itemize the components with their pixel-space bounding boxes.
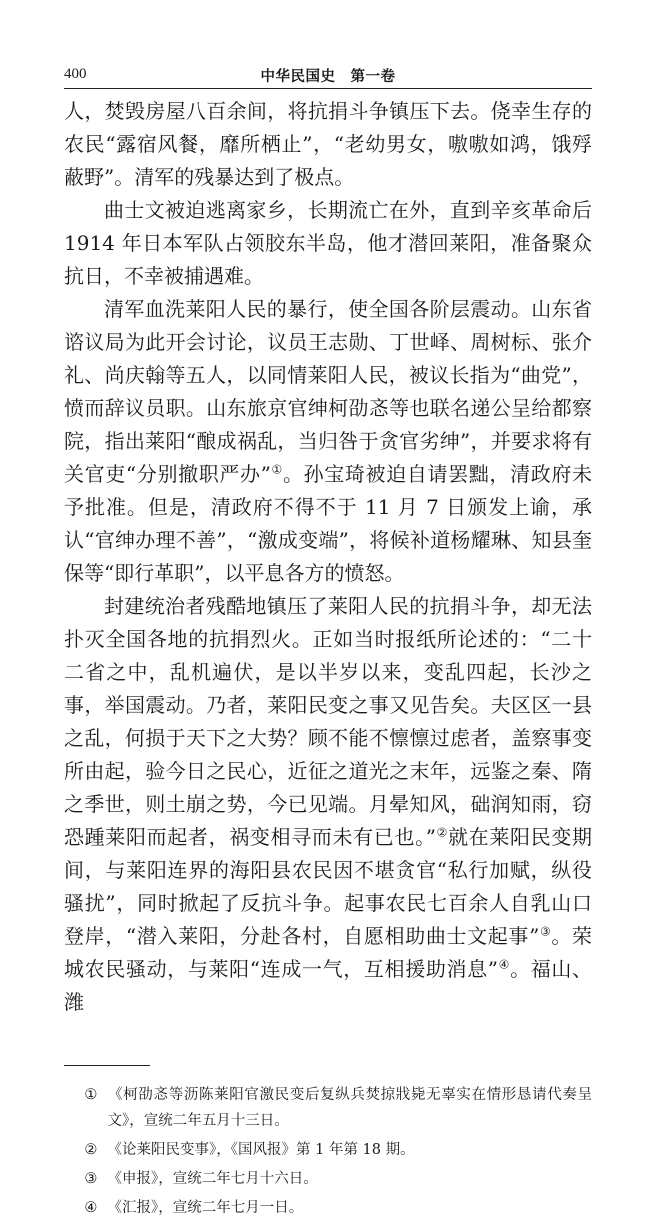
footnote xyxy=(64,1195,592,1221)
paragraph: 人，焚毁房屋八百余间，将抗捐斗争镇压下去。侥幸生存的农民“露宿风餐，靡所栖止”，“老幼男女，嗷嗷如鸿，饿殍蔽野”。清军的残暴达到了极点。 xyxy=(64,99,592,189)
footnote-reference[interactable]: ② xyxy=(436,825,449,840)
footnote-text: 《柯劭忞等沥陈莱阳官激民变后复纵兵焚掠戕毙无辜实在情形恳请代奏呈文》，宣统二年五月十三日。 xyxy=(107,1087,592,1129)
footnote-mark: ② xyxy=(84,1142,98,1158)
footnote-reference[interactable]: ① xyxy=(270,462,283,477)
running-header xyxy=(64,62,592,89)
text-run: 封建统治者残酷地镇压了莱阳人民的抗捐斗争，却无法扑灭全国各地的抗捐烈火。正如当时报纸所论述的：“二十二省之中，乱机遍伏，是以半岁以来，变乱四起，长沙之事，举国震动。乃者，莱阳民变之事又见告矣。夫区区一县之乱，何损于天下之大势？顾不能不懔懔过虑者，盖察事变所由起，验今日之民心，近征之道光之末年，远鉴之秦、隋之季世，则土崩之势，今已见端。月晕知风，础润知雨，窃恐踵莱阳而起者，祸变相寻而未有已也。” xyxy=(64,594,592,849)
footnote-text: 《汇报》，宣统二年七月一日。 xyxy=(107,1200,304,1216)
text-run: 。孙宝琦被迫自请罢黜，清政府未予批准。但是，清政府不得不于 11 月 7 日颁发上谕，承认“官绅办理不善”，“激成变端”，将候补道杨耀琳、知县奎保等“即行革职”，以平息各方的愤怒。 xyxy=(64,462,593,585)
paragraph xyxy=(64,590,592,1019)
footnote xyxy=(64,1082,592,1134)
body-text xyxy=(64,95,592,1019)
footnote xyxy=(64,1166,592,1192)
text-run: 清军血洗莱阳人民的暴行，使全国各阶层震动。山东省谘议局为此开会讨论，议员王志勋、丁世峄、周树标、张介礼、尚庆翰等五人，以同情莱阳人民，被议长指为“曲党”，愤而辞议员职。山东旅京官绅柯劭忞等也联名递公呈给都察院，指出莱阳“酿成祸乱，当归咎于贪官劣绅”，并要求将有关官吏“分别撤职严办” xyxy=(64,297,592,486)
footnote xyxy=(64,1137,592,1163)
book-page xyxy=(64,62,592,1224)
running-title: 中华民国史 第一卷 xyxy=(260,69,396,85)
text-run: 。福山、潍 xyxy=(64,957,593,1014)
paragraph xyxy=(64,293,592,590)
footnote-mark: ① xyxy=(84,1087,98,1103)
text-run: 。荣城农民骚动，与莱阳“连成一气，互相援助消息” xyxy=(64,924,593,981)
footnote-mark: ④ xyxy=(84,1200,98,1216)
page-number: 400 xyxy=(64,66,87,82)
footnote-text: 《申报》，宣统二年七月十六日。 xyxy=(107,1171,318,1187)
footnotes xyxy=(64,1082,592,1221)
text-run: 就在莱阳民变期间，与莱阳连界的海阳县农民因不堪贪官“私行加赋，纵役骚扰”，同时掀起了反抗斗争。起事农民七百余人自乳山口登岸，“潜入莱阳，分赴各村，自愿相助曲士文起事” xyxy=(64,825,593,948)
footnote-reference[interactable]: ③ xyxy=(539,924,552,939)
footnote-divider xyxy=(64,1065,150,1066)
footnote-mark: ③ xyxy=(84,1171,98,1187)
paragraph: 曲士文被迫逃离家乡，长期流亡在外，直到辛亥革命后 1914 年日本军队占领胶东半岛，他才潜回莱阳，准备聚众抗日，不幸被捕遇难。 xyxy=(64,198,592,288)
footnote-reference[interactable]: ④ xyxy=(498,957,511,972)
footnote-text: 《论莱阳民变事》，《国风报》第 1 年第 18 期。 xyxy=(107,1142,415,1158)
